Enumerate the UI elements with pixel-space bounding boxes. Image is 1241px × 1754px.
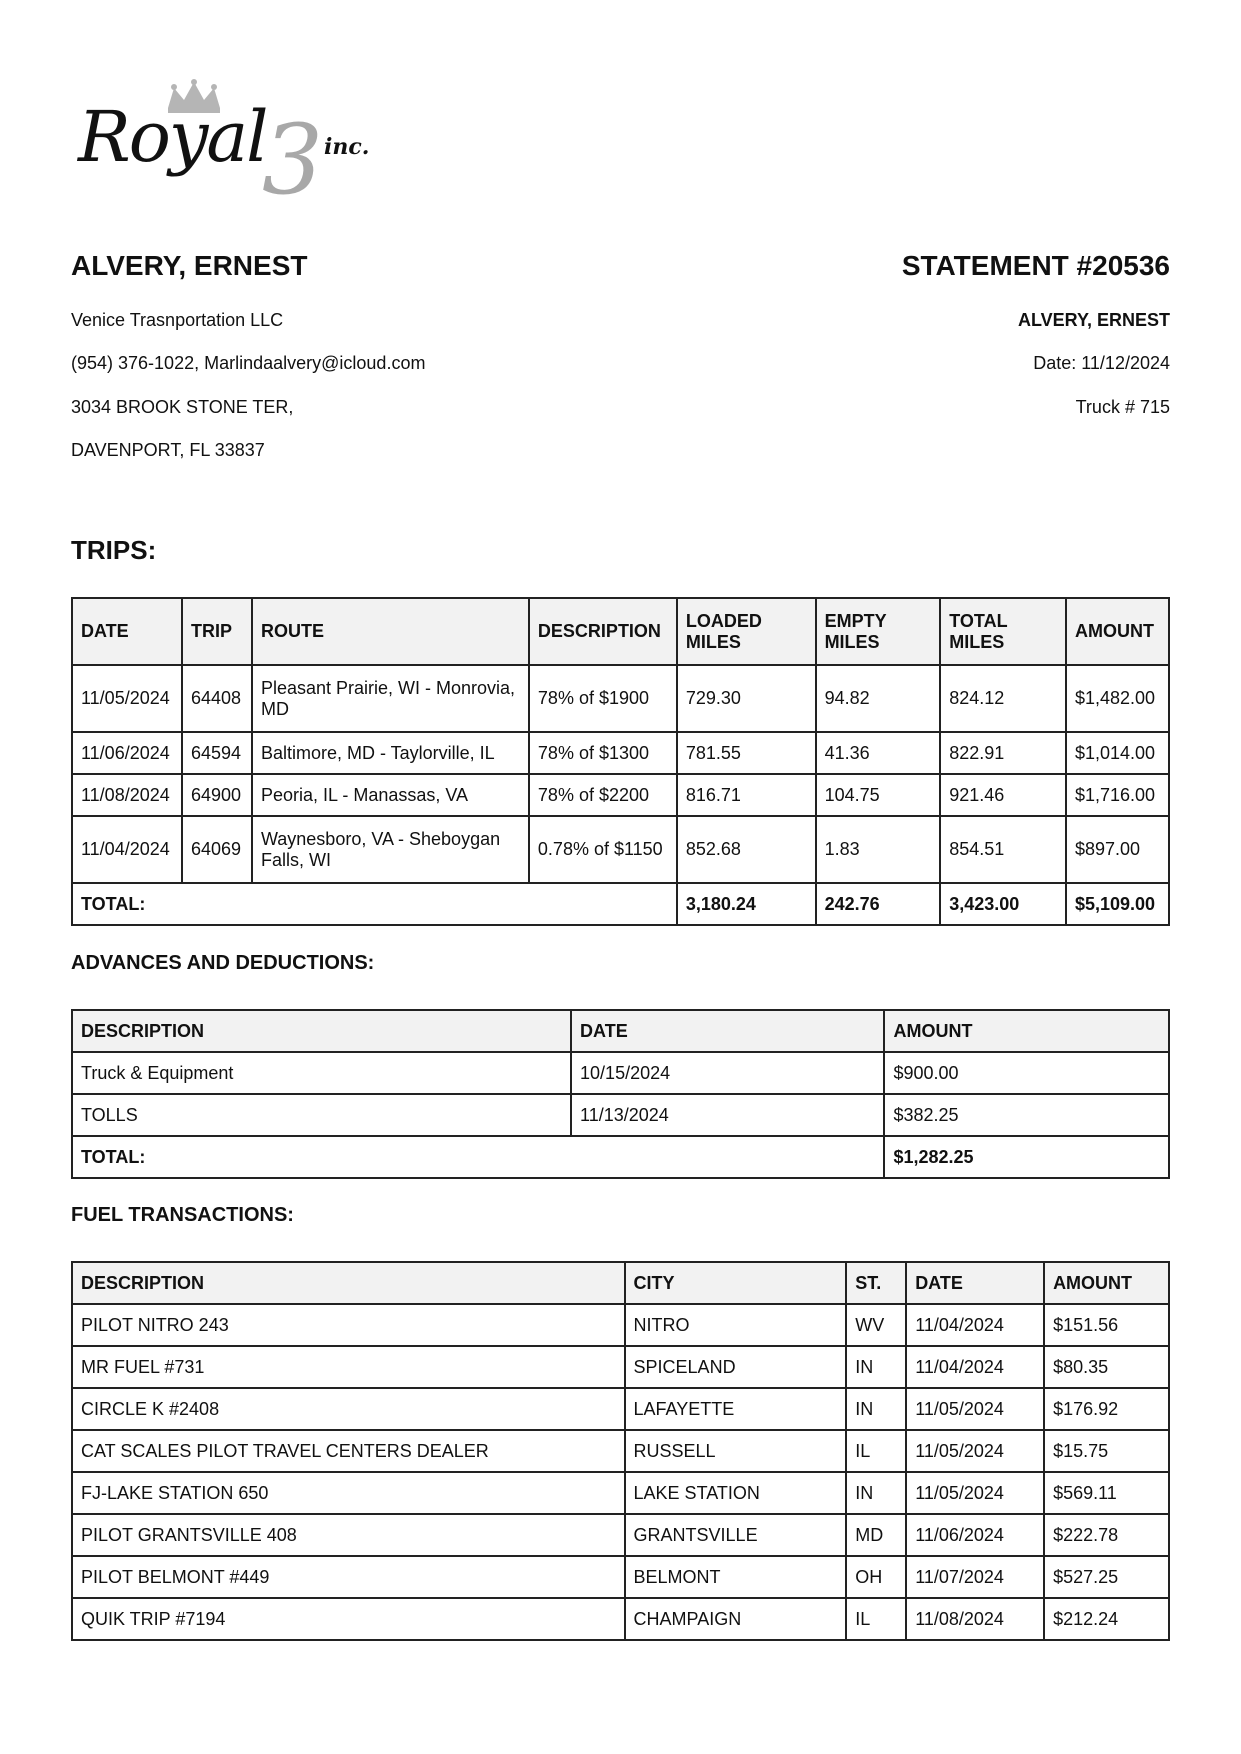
cell: $151.56 bbox=[1044, 1304, 1169, 1346]
cell: OH bbox=[846, 1556, 906, 1598]
driver-contact: (954) 376-1022, Marlindaalvery@icloud.com bbox=[71, 353, 426, 373]
cell: 781.55 bbox=[677, 732, 816, 774]
advances-total-row bbox=[72, 1136, 1169, 1178]
cell: 94.82 bbox=[816, 665, 941, 732]
trips-header-row bbox=[72, 598, 1169, 665]
cell: MD bbox=[846, 1514, 906, 1556]
cell: BELMONT bbox=[625, 1556, 847, 1598]
cell: GRANTSVILLE bbox=[625, 1514, 847, 1556]
cell: 11/05/2024 bbox=[906, 1472, 1044, 1514]
col-date: DATE bbox=[906, 1262, 1044, 1304]
cell: $1,482.00 bbox=[1066, 665, 1169, 732]
cell: IN bbox=[846, 1388, 906, 1430]
cell: 0.78% of $1150 bbox=[529, 816, 677, 883]
cell: 11/04/2024 bbox=[906, 1346, 1044, 1388]
advances-header-row bbox=[72, 1010, 1169, 1052]
cell: NITRO bbox=[625, 1304, 847, 1346]
col-trip: TRIP bbox=[182, 598, 252, 665]
cell: 41.36 bbox=[816, 732, 941, 774]
total-total-miles: 3,423.00 bbox=[940, 883, 1066, 925]
cell: IL bbox=[846, 1430, 906, 1472]
cell: 104.75 bbox=[816, 774, 941, 816]
cell: 64069 bbox=[182, 816, 252, 883]
col-description: DESCRIPTION bbox=[72, 1262, 625, 1304]
cell: CHAMPAIGN bbox=[625, 1598, 847, 1640]
cell: 11/05/2024 bbox=[72, 665, 182, 732]
cell: $382.25 bbox=[884, 1094, 1169, 1136]
statement-title: STATEMENT #20536 bbox=[901, 250, 1170, 281]
cell: 11/06/2024 bbox=[72, 732, 182, 774]
cell: Peoria, IL - Manassas, VA bbox=[252, 774, 529, 816]
total-empty-miles: 242.76 bbox=[816, 883, 941, 925]
table-row bbox=[72, 1514, 1169, 1556]
cell: 824.12 bbox=[940, 665, 1066, 732]
table-row bbox=[72, 816, 1169, 883]
advances-table bbox=[71, 1009, 1170, 1179]
table-row bbox=[72, 732, 1169, 774]
company-logo bbox=[78, 78, 383, 216]
cell: 729.30 bbox=[677, 665, 816, 732]
fuel-header-row bbox=[72, 1262, 1169, 1304]
cell: 11/13/2024 bbox=[571, 1094, 884, 1136]
driver-company: Venice Trasnportation LLC bbox=[71, 310, 284, 330]
cell: $15.75 bbox=[1044, 1430, 1169, 1472]
cell: 64900 bbox=[182, 774, 252, 816]
fuel-table bbox=[71, 1261, 1170, 1641]
cell: 11/06/2024 bbox=[906, 1514, 1044, 1556]
cell: 78% of $1900 bbox=[529, 665, 677, 732]
total-label: TOTAL: bbox=[72, 883, 677, 925]
cell: 78% of $1300 bbox=[529, 732, 677, 774]
cell: 11/05/2024 bbox=[906, 1388, 1044, 1430]
cell: LAFAYETTE bbox=[625, 1388, 847, 1430]
cell: 11/05/2024 bbox=[906, 1430, 1044, 1472]
cell: 921.46 bbox=[940, 774, 1066, 816]
cell: QUIK TRIP #7194 bbox=[72, 1598, 625, 1640]
cell: 11/04/2024 bbox=[72, 816, 182, 883]
col-amount: AMOUNT bbox=[1044, 1262, 1169, 1304]
cell: MR FUEL #731 bbox=[72, 1346, 625, 1388]
cell: LAKE STATION bbox=[625, 1472, 847, 1514]
col-city: CITY bbox=[625, 1262, 847, 1304]
driver-name-heading: ALVERY, ERNEST bbox=[71, 250, 308, 281]
table-row bbox=[72, 1472, 1169, 1514]
cell: PILOT NITRO 243 bbox=[72, 1304, 625, 1346]
fuel-heading: FUEL TRANSACTIONS: bbox=[71, 1204, 294, 1226]
cell: Waynesboro, VA - Sheboygan Falls, WI bbox=[252, 816, 529, 883]
cell: 1.83 bbox=[816, 816, 941, 883]
table-row bbox=[72, 1346, 1169, 1388]
table-row bbox=[72, 1598, 1169, 1640]
col-route: ROUTE bbox=[252, 598, 529, 665]
col-amount: AMOUNT bbox=[884, 1010, 1169, 1052]
col-loaded-miles: LOADED MILES bbox=[677, 598, 816, 665]
cell: 11/04/2024 bbox=[906, 1304, 1044, 1346]
cell: $569.11 bbox=[1044, 1472, 1169, 1514]
cell: 822.91 bbox=[940, 732, 1066, 774]
cell: $527.25 bbox=[1044, 1556, 1169, 1598]
table-row bbox=[72, 665, 1169, 732]
col-state: ST. bbox=[846, 1262, 906, 1304]
cell: $222.78 bbox=[1044, 1514, 1169, 1556]
logo-wordmark: Royal bbox=[78, 96, 267, 178]
cell: RUSSELL bbox=[625, 1430, 847, 1472]
table-row bbox=[72, 1556, 1169, 1598]
col-empty-miles: EMPTY MILES bbox=[816, 598, 941, 665]
cell: IN bbox=[846, 1472, 906, 1514]
cell: 852.68 bbox=[677, 816, 816, 883]
table-row bbox=[72, 1430, 1169, 1472]
cell: IN bbox=[846, 1346, 906, 1388]
total-label: TOTAL: bbox=[72, 1136, 884, 1178]
total-loaded-miles: 3,180.24 bbox=[677, 883, 816, 925]
statement-driver-name: ALVERY, ERNEST bbox=[1017, 310, 1170, 330]
cell: 816.71 bbox=[677, 774, 816, 816]
cell: $212.24 bbox=[1044, 1598, 1169, 1640]
cell: 11/07/2024 bbox=[906, 1556, 1044, 1598]
total-amount: $5,109.00 bbox=[1066, 883, 1169, 925]
cell: FJ-LAKE STATION 650 bbox=[72, 1472, 625, 1514]
cell: WV bbox=[846, 1304, 906, 1346]
cell: $900.00 bbox=[884, 1052, 1169, 1094]
cell: Truck & Equipment bbox=[72, 1052, 571, 1094]
driver-address-line2: DAVENPORT, FL 33837 bbox=[71, 440, 265, 460]
cell: TOLLS bbox=[72, 1094, 571, 1136]
cell: IL bbox=[846, 1598, 906, 1640]
col-description: DESCRIPTION bbox=[529, 598, 677, 665]
total-amount: $1,282.25 bbox=[884, 1136, 1169, 1178]
col-description: DESCRIPTION bbox=[72, 1010, 571, 1052]
cell: Pleasant Prairie, WI - Monrovia, MD bbox=[252, 665, 529, 732]
cell: $80.35 bbox=[1044, 1346, 1169, 1388]
cell: 11/08/2024 bbox=[906, 1598, 1044, 1640]
statement-date: Date: 11/12/2024 bbox=[1033, 353, 1170, 373]
cell: PILOT BELMONT #449 bbox=[72, 1556, 625, 1598]
cell: 11/08/2024 bbox=[72, 774, 182, 816]
cell: $1,014.00 bbox=[1066, 732, 1169, 774]
cell: 64408 bbox=[182, 665, 252, 732]
driver-address-line1: 3034 BROOK STONE TER, bbox=[71, 397, 294, 417]
col-date: DATE bbox=[571, 1010, 884, 1052]
trips-heading: TRIPS: bbox=[71, 535, 157, 565]
cell: 10/15/2024 bbox=[571, 1052, 884, 1094]
advances-heading: ADVANCES AND DEDUCTIONS: bbox=[71, 952, 375, 974]
table-row bbox=[72, 774, 1169, 816]
cell: 64594 bbox=[182, 732, 252, 774]
col-amount: AMOUNT bbox=[1066, 598, 1169, 665]
cell: Baltimore, MD - Taylorville, IL bbox=[252, 732, 529, 774]
table-row bbox=[72, 1388, 1169, 1430]
cell: $176.92 bbox=[1044, 1388, 1169, 1430]
cell: $1,716.00 bbox=[1066, 774, 1169, 816]
cell: PILOT GRANTSVILLE 408 bbox=[72, 1514, 625, 1556]
cell: SPICELAND bbox=[625, 1346, 847, 1388]
table-row bbox=[72, 1304, 1169, 1346]
logo-suffix: inc. bbox=[324, 134, 370, 160]
col-date: DATE bbox=[72, 598, 182, 665]
cell: CAT SCALES PILOT TRAVEL CENTERS DEALER bbox=[72, 1430, 625, 1472]
cell: 854.51 bbox=[940, 816, 1066, 883]
trips-table bbox=[71, 597, 1170, 926]
trips-total-row bbox=[72, 883, 1169, 925]
logo-numeral: 3 bbox=[262, 104, 324, 216]
cell: $897.00 bbox=[1066, 816, 1169, 883]
col-total-miles: TOTAL MILES bbox=[940, 598, 1066, 665]
table-row bbox=[72, 1052, 1169, 1094]
cell: CIRCLE K #2408 bbox=[72, 1388, 625, 1430]
cell: 78% of $2200 bbox=[529, 774, 677, 816]
table-row bbox=[72, 1094, 1169, 1136]
truck-number: Truck # 715 bbox=[1075, 397, 1170, 417]
